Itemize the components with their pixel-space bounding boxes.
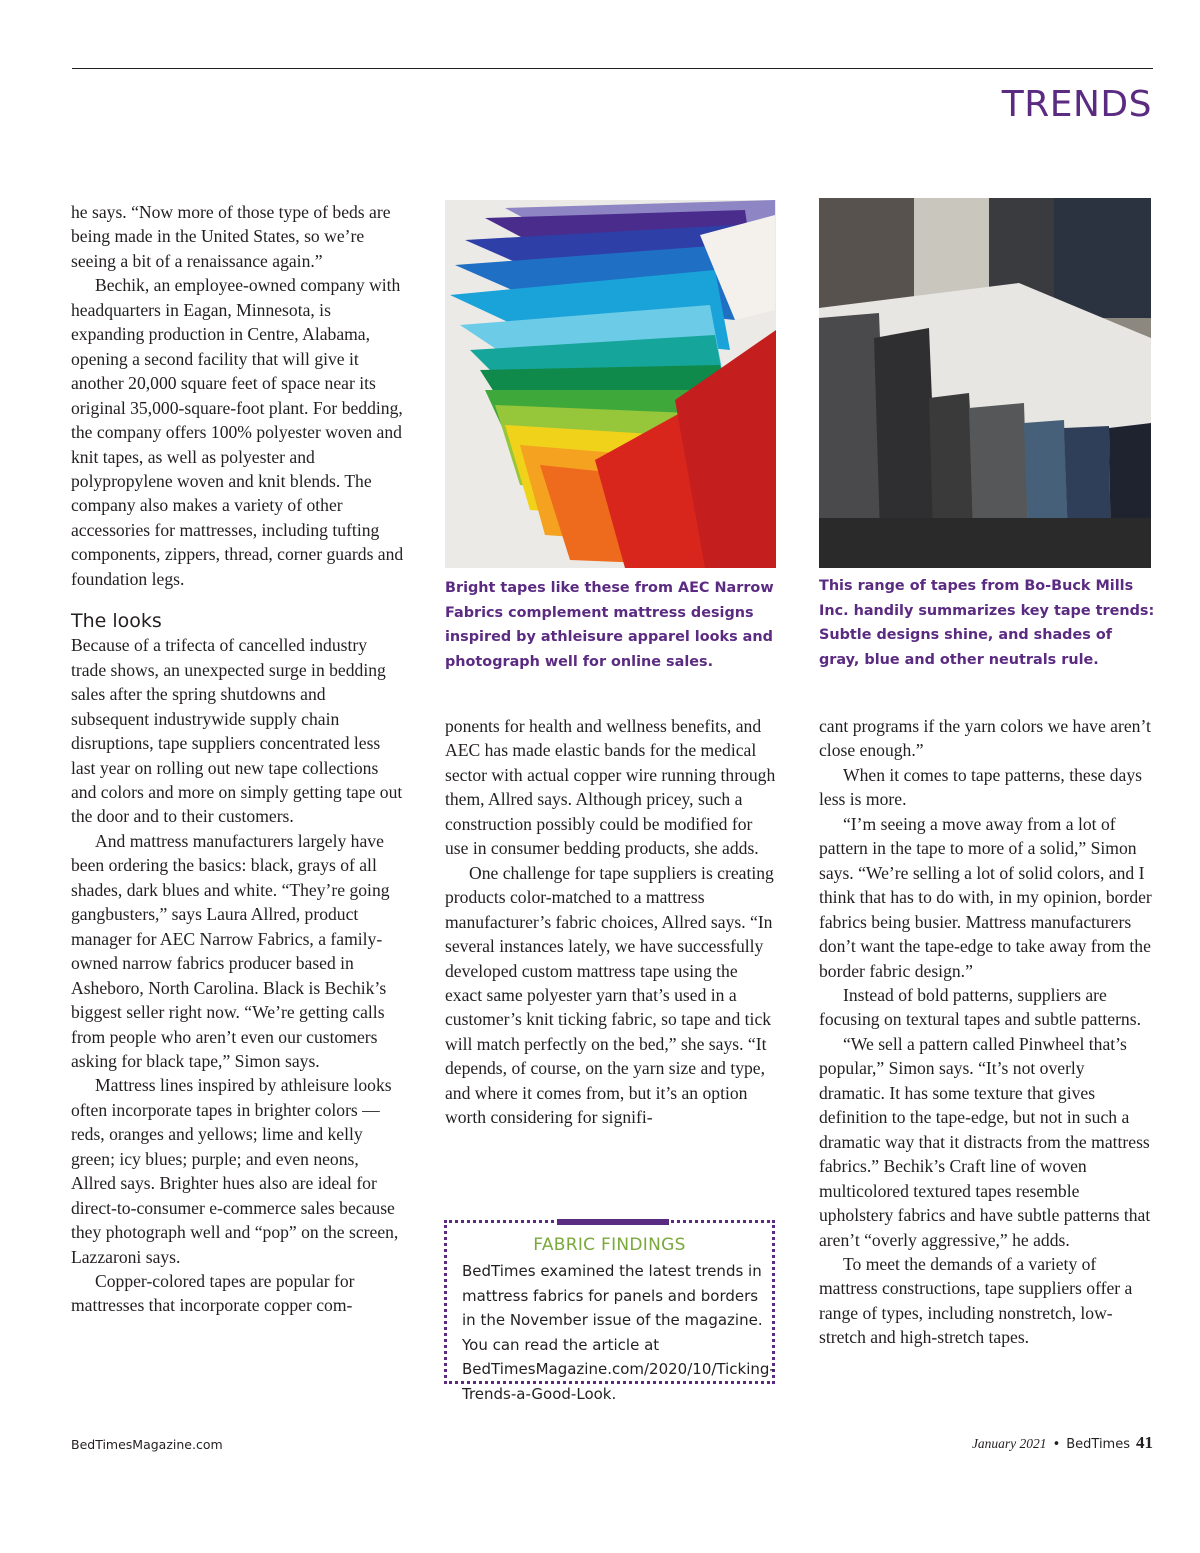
article-column-2 <box>445 714 779 1130</box>
paragraph: One challenge for tape suppliers is creating products color-matched to a mattress manufacturer’s fabric choices, Allred says. “In several instances lately, we have successfully developed custom mattress tape using the exact same polyester yarn that’s used in a customer’s knit ticking fabric, so tape and tick will match perfectly on the bed,” she says. “It depends, of course, on the yarn size and type, and where it comes from, but it’s an option worth considering for signifi- <box>445 862 774 1128</box>
colorful-tapes-photo <box>445 200 776 568</box>
sidebar-text: BedTimes examined the latest trends in mattress fabrics for panels and borders in the November issue of the magazine. You can read the article at BedTimesMagazine.com/2020/10/Ticking-Trends-a-Good-Look. <box>462 1262 775 1403</box>
sidebar-accent-bar <box>557 1219 669 1225</box>
fabric-findings-sidebar <box>444 1220 775 1403</box>
footer-separator: • <box>1052 1437 1061 1452</box>
paragraph: Bechik, an employee-owned company with headquarters in Eagan, Minnesota, is expanding production in Centre, Alabama, opening a second facility that will give it another 20,000 square feet of space near its original 35,000-square-foot plant. For bedding, the company offers 100% polyester woven and knit tapes, as well as polyester and polypropylene woven and knit blends. The company also makes a variety of other accessories for mattresses, including tufting components, zippers, thread, corner guards and foundation legs. <box>71 275 404 589</box>
paragraph: “I’m seeing a move away from a lot of pattern in the tape to more of a solid,” Simon says. “We’re selling a lot of solid colors, and I think that has to do with, in my opinion, border fabrics being busier. Mattress manufacturers don’t want the tape-edge to take away from the border fabric design.” <box>819 813 1152 981</box>
photo-caption-2: This range of tapes from Bo-Buck Mills Inc. handily summarizes key tape trends: Subtle designs shine, and shades of gray, blue and other neutrals rule. <box>819 578 1155 668</box>
paragraph: cant programs if the yarn colors we have aren’t close enough.” <box>819 716 1151 761</box>
paragraph: Because of a trifecta of cancelled industry trade shows, an unexpected surge in bedding sales after the spring shutdowns and subsequent industrywide supply chain disruptions, tape suppliers concentrated less last year on rolling out new tape collections and colors and more on simply getting tape out the door and to their customers. <box>71 635 403 827</box>
neutral-tapes-photo <box>819 198 1151 568</box>
paragraph: “We sell a pattern called Pinwheel that’s popular,” Simon says. “It’s not overly dramatic. It has some texture that gives definition to the tape-edge, but not in such a dramatic way that it distracts from the mattress fabrics.” Bechik’s Craft line of woven multicolored textured tapes resemble upholstery fabrics and have subtle patterns that aren’t “overly aggressive,” he adds. <box>819 1033 1151 1250</box>
paragraph: When it comes to tape patterns, these days less is more. <box>819 764 1142 810</box>
footer-date: January 2021 <box>971 1436 1047 1451</box>
paragraph: Mattress lines inspired by athleisure looks often incorporate tapes in brighter colors — reds, oranges and yellows; lime and kelly green; icy blues; purple; and even neons, Allred says. Brighter hues also are ideal for direct-to-consumer e-commerce sales because they photograph well and “pop” on the screen, Lazzaroni says. <box>71 1075 399 1267</box>
footer-magazine: BedTimes <box>1066 1437 1130 1452</box>
top-rule <box>72 68 1153 69</box>
sidebar-title: FABRIC FINDINGS <box>533 1235 686 1255</box>
page-number: 41 <box>1136 1433 1153 1452</box>
article-column-3 <box>819 714 1153 1350</box>
paragraph: ponents for health and wellness benefits, and AEC has made elastic bands for the medical sector with actual copper wire running through them, Allred says. Although pricey, such a construction possibly could be modified for use in consumer bedding products, she adds. <box>445 716 776 859</box>
paragraph: Copper-colored tapes are popular for mattresses that incorporate copper com- <box>71 1271 355 1316</box>
article-column-1 <box>71 200 405 1318</box>
paragraph: And mattress manufacturers largely have been ordering the basics: black, grays of all shades, dark blues and white. “They’re going gangbusters,” says Laura Allred, product manager for AEC Narrow Fabrics, a family-owned narrow fabrics producer based in Asheboro, North Carolina. Black is Bechik’s biggest seller right now. “We’re getting calls from people who aren’t even our customers asking for black tape,” Simon says. <box>71 830 390 1071</box>
footer-folio <box>972 1433 1153 1453</box>
section-title: TRENDS <box>1001 84 1152 125</box>
photo-caption-1: Bright tapes like these from AEC Narrow Fabrics complement mattress designs inspired by athleisure apparel looks and photograph well for online sales. <box>445 580 774 670</box>
subheading: The looks <box>71 610 162 633</box>
paragraph: To meet the demands of a variety of mattress constructions, tape suppliers offer a range of types, including nonstretch, low-stretch and high-stretch tapes. <box>819 1253 1133 1348</box>
paragraph: he says. “Now more of those type of beds are being made in the United States, so we’re seeing a bit of a renaissance again.” <box>71 202 391 271</box>
paragraph: Instead of bold patterns, suppliers are focusing on textural tapes and subtle patterns. <box>819 984 1141 1030</box>
footer-website: BedTimesMagazine.com <box>71 1437 223 1452</box>
